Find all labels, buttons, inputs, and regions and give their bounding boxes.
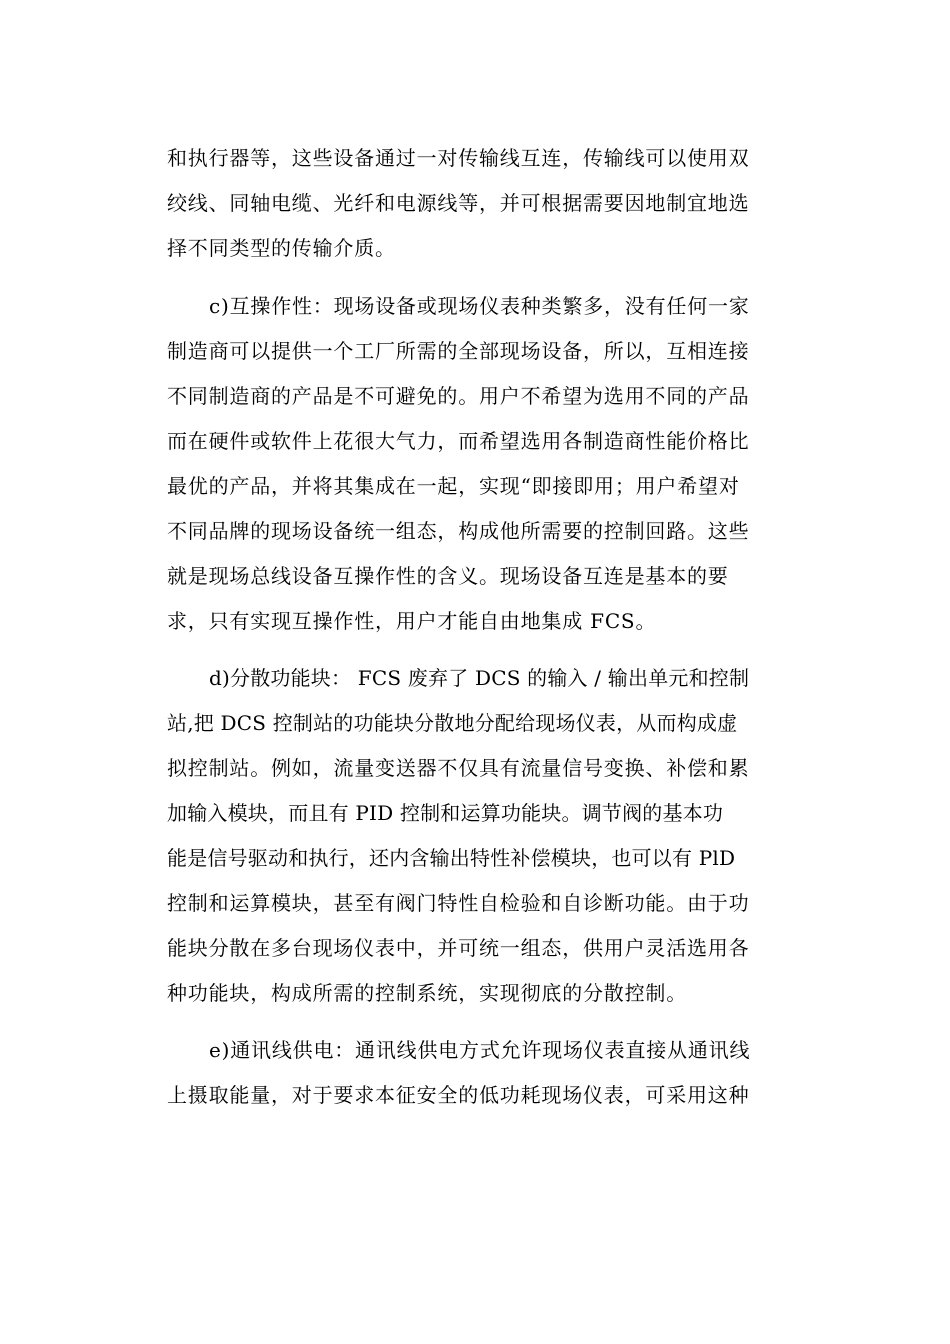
- paragraph-c-line-7: 就是现场总线设备互操作性的含义。现场设备互连是基本的要: [167, 564, 729, 588]
- paragraph-b-line-3: 择不同类型的传输介质。: [167, 236, 396, 260]
- paragraph-d-line-8: 种功能块，构成所需的控制系统，实现彻底的分散控制。: [167, 981, 687, 1005]
- paragraph-d-line-4: 加输入模块，而且有 PID 控制和运算功能块。调节阀的基本功: [167, 801, 724, 825]
- paragraph-d-line-7: 能块分散在多台现场仪表中，并可统一组态，供用户灵活选用各: [167, 936, 750, 960]
- paragraph-e-line-1: e)通讯线供电：通讯线供电方式允许现场仪表直接从通讯线: [209, 1038, 751, 1062]
- paragraph-e-line-2: 上摄取能量，对于要求本征安全的低功耗现场仪表，可采用这种: [167, 1083, 750, 1107]
- paragraph-c-line-3: 不同制造商的产品是不可避免的。用户不希望为选用不同的产品: [167, 384, 750, 408]
- paragraph-d-line-5: 能是信号驱动和执行，还内含输出特性补偿模块，也可以有 PlD: [167, 846, 736, 870]
- paragraph-c-line-4: 而在硬件或软件上花很大气力，而希望选用各制造商性能价格比: [167, 429, 750, 453]
- paragraph-d-line-6: 控制和运算模块，甚至有阀门特性自检验和自诊断功能。由于功: [167, 891, 750, 915]
- paragraph-d-line-2: 站,把 DCS 控制站的功能块分散地分配给现场仪表，从而构成虚: [167, 711, 738, 735]
- paragraph-c-line-1: c)互操作性：现场设备或现场仪表种类繁多，没有任何一家: [209, 294, 750, 318]
- paragraph-d-line-3: 拟控制站。例如，流量变送器不仅具有流量信号变换、补偿和累: [167, 756, 750, 780]
- paragraph-d-line-1: d)分散功能块： FCS 废弃了 DCS 的输入 / 输出单元和控制: [209, 666, 750, 690]
- paragraph-c-line-5: 最优的产品，并将其集成在一起，实现“即接即用；用户希望对: [167, 474, 740, 498]
- paragraph-c-line-8: 求，只有实现互操作性，用户才能自由地集成 FCS。: [167, 609, 657, 633]
- paragraph-c-line-2: 制造商可以提供一个工厂所需的全部现场设备，所以，互相连接: [167, 339, 750, 363]
- paragraph-b-line-2: 绞线、同轴电缆、光纤和电源线等，并可根据需要因地制宜地选: [167, 191, 750, 215]
- paragraph-b-line-1: 和执行器等，这些设备通过一对传输线互连，传输线可以使用双: [167, 146, 750, 170]
- paragraph-c-line-6: 不同品牌的现场设备统一组态，构成他所需要的控制回路。这些: [167, 519, 750, 543]
